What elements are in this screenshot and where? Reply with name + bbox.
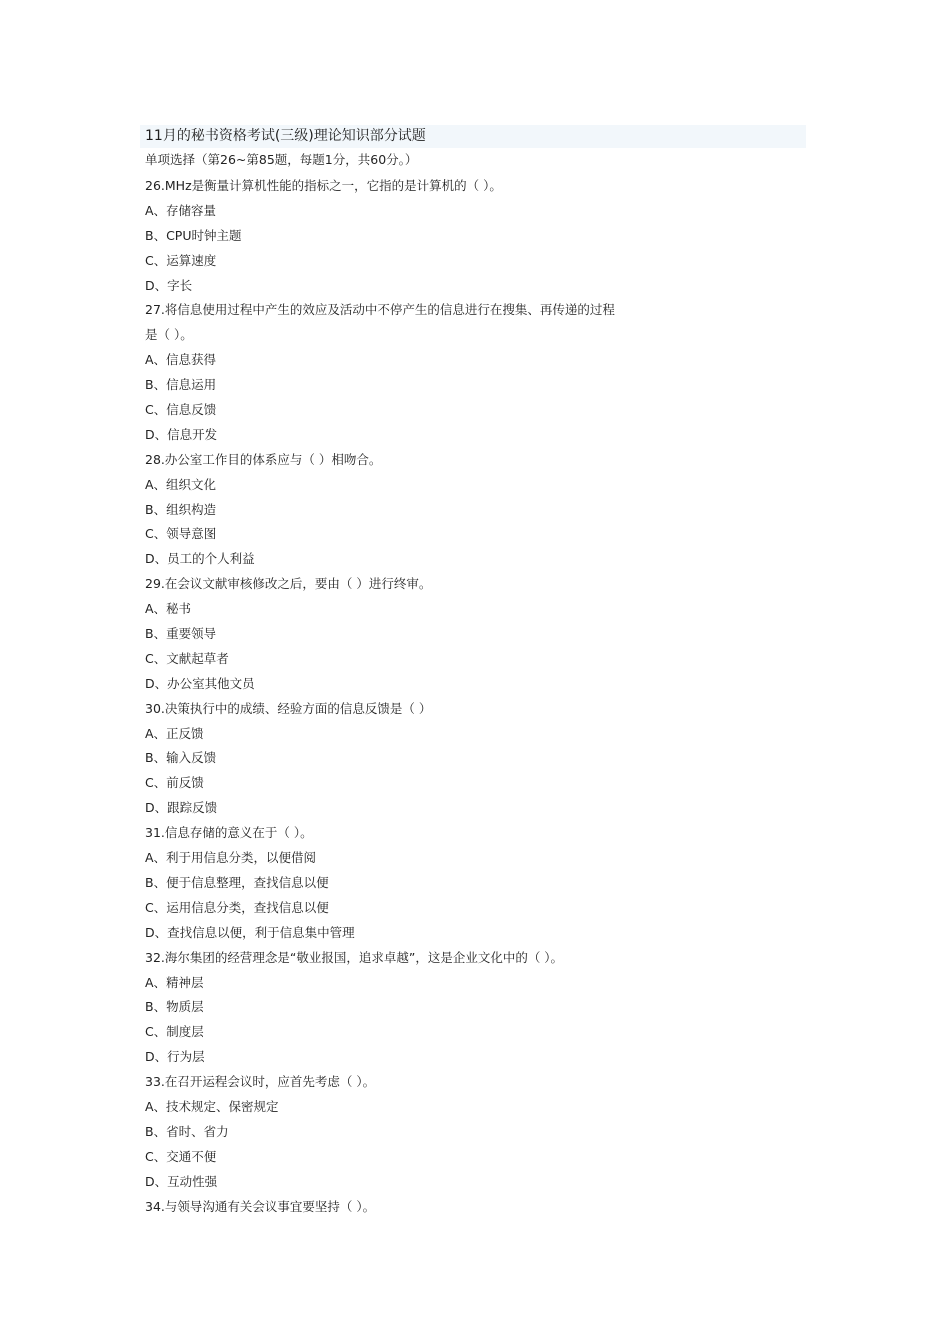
option-line: C、前反馈 bbox=[145, 775, 204, 791]
option-line: A、组织文化 bbox=[145, 476, 217, 492]
option-line: C、信息反馈 bbox=[145, 402, 217, 418]
option-line: C、交通不便 bbox=[145, 1148, 217, 1164]
question-33: 33.在召开运程会议时，应首先考虑（ ）。 bbox=[145, 1074, 376, 1090]
option-line: B、便于信息整理，查找信息以便 bbox=[145, 874, 329, 890]
section-heading: 单项选择（第26~第85题，每题1分，共60分。） bbox=[145, 152, 418, 167]
option-line: D、办公室其他文员 bbox=[145, 675, 255, 691]
option-line: A、技术规定、保密规定 bbox=[145, 1098, 279, 1114]
option-line: D、信息开发 bbox=[145, 426, 218, 442]
option-line: A、精神层 bbox=[145, 974, 204, 990]
option-line: B、组织构造 bbox=[145, 501, 217, 517]
question-34: 34.与领导沟通有关会议事宜要坚持（ ）。 bbox=[145, 1198, 376, 1214]
question-32: 32.海尔集团的经营理念是“敬业报国，追求卓越”，这是企业文化中的（ ）。 bbox=[145, 949, 564, 965]
question-31: 31.信息存储的意义在于（ ）。 bbox=[145, 825, 313, 841]
option-line: D、行为层 bbox=[145, 1049, 205, 1065]
question-26: 26.MHz是衡量计算机性能的指标之一，它指的是计算机的（ ）。 bbox=[145, 178, 502, 193]
option-line: A、正反馈 bbox=[145, 725, 204, 741]
option-line: B、输入反馈 bbox=[145, 750, 217, 766]
option-line: A、存储容量 bbox=[145, 202, 217, 218]
option-line: B、信息运用 bbox=[145, 377, 217, 393]
option-line: A、信息获得 bbox=[145, 352, 217, 368]
option-line: C、领导意图 bbox=[145, 526, 217, 542]
option-line: A、利于用信息分类，以便借阅 bbox=[145, 850, 317, 866]
question-list bbox=[145, 174, 745, 1219]
option-line: D、查找信息以便，利于信息集中管理 bbox=[145, 924, 355, 940]
option-line: D、字长 bbox=[145, 277, 193, 293]
option-line: D、跟踪反馈 bbox=[145, 800, 218, 816]
option-line: B、省时、省力 bbox=[145, 1123, 229, 1139]
option-line: C、运用信息分类，查找信息以便 bbox=[145, 899, 329, 915]
option-line: C、运算速度 bbox=[145, 252, 217, 268]
option-line: D、员工的个人利益 bbox=[145, 551, 255, 567]
document-title: 11月的秘书资格考试(三级)理论知识部分试题 bbox=[145, 128, 426, 144]
option-line: C、制度层 bbox=[145, 1024, 204, 1040]
question-28: 28.办公室工作目的体系应与（ ）相吻合。 bbox=[145, 451, 382, 467]
option-line: B、物质层 bbox=[145, 999, 204, 1015]
option-line: D、互动性强 bbox=[145, 1173, 218, 1189]
question-30: 30.决策执行中的成绩、经验方面的信息反馈是（ ） bbox=[145, 700, 432, 716]
option-line: B、重要领导 bbox=[145, 626, 217, 642]
question-29: 29.在会议文献审核修改之后，要由（ ）进行终审。 bbox=[145, 576, 432, 592]
option-line: C、文献起草者 bbox=[145, 650, 229, 666]
option-line: A、秘书 bbox=[145, 601, 192, 617]
question-27: 27.将信息使用过程中产生的效应及活动中不停产生的信息进行在搜集、再传递的过程 bbox=[145, 302, 615, 318]
option-line: B、CPU时钟主题 bbox=[145, 227, 242, 243]
question-27-continued: 是（ ）。 bbox=[145, 327, 193, 343]
